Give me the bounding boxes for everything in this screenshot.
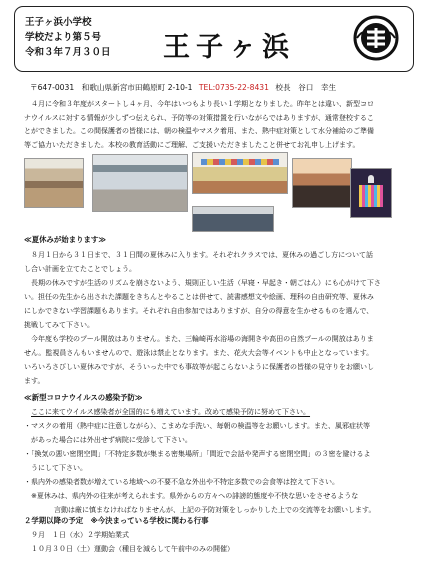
- displayed-works-photo: [92, 154, 188, 212]
- covid-line: うにして下さい。: [31, 464, 87, 472]
- covid-line: ・マスクの着用（熱中症に注意しながら）、こまめな手洗い、毎朝の検温等をお願いします。また、風邪症状等: [24, 422, 370, 430]
- collage-photo: [292, 158, 352, 208]
- summer-line: いろいろさびしい夏休みですが、そういった中でも事故等が起こらないように保護者の皆様の見守りをお願いし: [24, 363, 374, 371]
- summer-line: にしかできない学習課題もあります。それぞれ自由参加ではありますが、自分の得意を生かせるものを選んで、: [24, 307, 374, 315]
- summer-line: 挑戦してみて下さい。: [24, 321, 94, 329]
- intro-line: 等ご協力いただきました。本校の教育活動にご理解、ご支援いただきましたこと併せてお礼申し上げます。: [24, 140, 360, 149]
- summer-line: い。担任の先生から出された課題をきちんとやることは併せて、読書感想文や絵画、理科の自由研究等、夏休み: [24, 293, 374, 301]
- covid-line: ・「換気の悪い密閉空間」「不特定多数が集まる密集場所」「間近で会話や発声する密閉空間」の３密を避けるよ: [24, 450, 371, 458]
- schedule-heading: ２学期以降の予定 ※今決まっている学校に関わる行事: [24, 516, 209, 525]
- principal-name: 校長 谷口 幸生: [275, 83, 337, 92]
- covid-line: ここに来てウイルス感染者が全国的にも増えています。改めて感染予防に努めて下さい。: [31, 408, 311, 416]
- newsletter-title: 王子ヶ浜: [163, 32, 295, 63]
- desk-works-photo: [192, 206, 274, 232]
- summer-line: ８月１日から３１日まで、３１日間の夏休みに入ります。それぞれクラスでは、夏休みの過ごし方について話: [31, 251, 373, 259]
- schedule-list: [24, 528, 408, 556]
- classroom-photo: [24, 158, 84, 208]
- covid-line: ・県内外の感染者数が増えている地域への不要不急な外出や不特定多数での会食等は控えて下さい。: [24, 478, 339, 486]
- summer-line: せん。監視員さんもいませんので、遊泳は禁止となります。また、花火大会等イベントも中止となっています。: [24, 349, 374, 357]
- summer-body: [24, 248, 408, 388]
- masthead-info: [25, 15, 111, 60]
- summer-heading: ≪夏休みが始まります≫: [24, 235, 106, 244]
- artwork-wall-photo: [192, 152, 288, 194]
- covid-line: 言動は厳に慎まなければなりませんが、上記の予防対策をしっかりした上での交流等をお願いします。: [54, 506, 376, 514]
- covid-line: ※夏休みは、県内外の往来が考えられます。県外からの方々への誹謗的態度や不快な思いをさせるような: [31, 492, 359, 500]
- summer-line: ます。: [24, 377, 45, 385]
- summer-line: 今年度も学校のプール開放はありません。また、三輪崎再水浴場の海開きや高田の自然プールの開放はありま: [31, 335, 374, 343]
- contact-line: [30, 82, 336, 93]
- tanabata-decoration-photo: [350, 168, 392, 218]
- school-phone: TEL:0735-22-8431: [198, 83, 269, 92]
- schedule-item: １０月３０日（土）運動会（種目を減らして午前中のみの開催）: [31, 545, 234, 553]
- intro-line: とができました。この間保護者の皆様には、朝の検温やマスク着用、また、熱中症対策として水分補給のご準備: [24, 127, 374, 135]
- covid-body: [24, 405, 408, 517]
- intro-line: ナウイルスに対する情報が少しずつ伝えられ、予防等の対策措置を行いながらではありますが、通常登校するこ: [24, 113, 374, 122]
- school-name: 王子ヶ浜小学校: [25, 17, 92, 28]
- summer-line: し合い計画を立てたことでしょう。: [24, 265, 136, 273]
- schedule-item: ９月 １日（水）２学期始業式: [31, 531, 129, 539]
- covid-heading: ≪新型コロナウイルスの感染予防≫: [24, 393, 143, 402]
- school-address: 〒647-0031 和歌山県新宮市田鶴原町 2-10-1: [30, 83, 193, 92]
- issue-date: 令和３年７月３０日: [25, 47, 111, 58]
- intro-paragraph: [24, 98, 404, 152]
- masthead: [14, 6, 414, 72]
- summer-line: 長期の休みですが生活のリズムを崩さないよう、規則正しい生活（早寝・早起き・朝ごはん）にも心がけて下さ: [31, 279, 381, 287]
- school-emblem-icon: [353, 15, 399, 61]
- newsletter-number: 学校だより第５号: [25, 32, 102, 43]
- intro-line: ４月に令和３年度がスタートし４ヶ月、今年はいつもより長い１学期となりました。昨年とは違い、新型コロ: [31, 100, 374, 108]
- covid-line: があった場合には外出せず病院に受診して下さい。: [31, 436, 192, 444]
